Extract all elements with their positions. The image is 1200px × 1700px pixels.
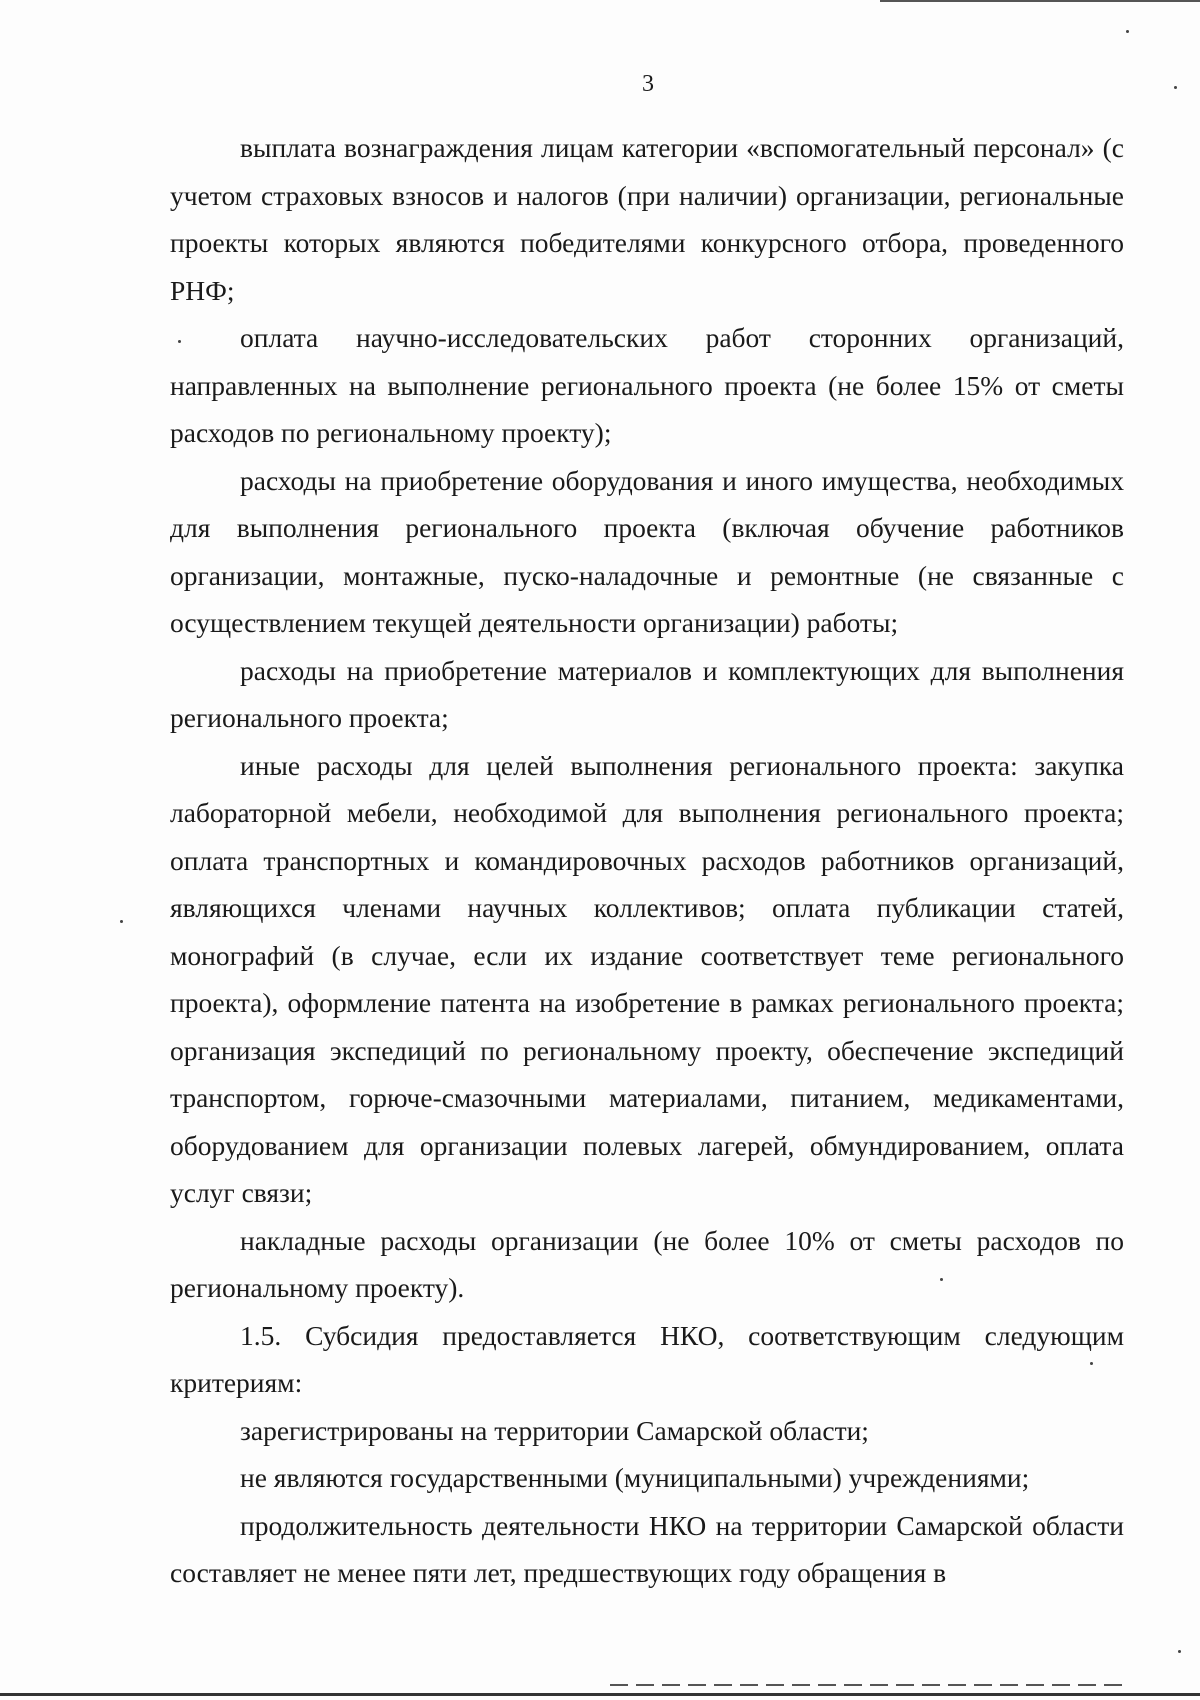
paragraph-criterion-duration: продолжительность деятельности НКО на территории Самарской области составляет не менее пяти лет, предшествующих году обращения в	[170, 1509, 1124, 1588]
page-number: 3	[642, 71, 654, 97]
paragraph-overhead-costs: накладные расходы организации (не более 10% от сметы расходов по региональному проекту).	[170, 1224, 1124, 1303]
scan-edge-top	[880, 0, 1200, 2]
scan-speck	[940, 1278, 943, 1281]
scan-speck	[1178, 1650, 1181, 1653]
scan-speck	[1126, 30, 1129, 33]
scan-speck	[1174, 86, 1177, 89]
paragraph-materials-costs: расходы на приобретение материалов и комплектующих для выполнения регионального проекта;	[170, 654, 1124, 733]
paragraph-equipment-costs: расходы на приобретение оборудования и иного имущества, необходимых для выполнения регионального проекта (включая обучение работников организации, монтажные, пуско-наладочные и ремонтные (не связанные с осуществлением текущей деятельности организации) работы;	[170, 464, 1124, 638]
scan-edge-bottom-dash	[610, 1684, 1130, 1686]
scan-speck	[1090, 1362, 1093, 1365]
document-body	[170, 124, 1124, 1597]
paragraph-other-costs: иные расходы для целей выполнения регионального проекта: закупка лабораторной мебели, необходимой для выполнения регионального проекта; оплата транспортных и командировочных расходов работников организаций, являющихся членами научных коллективов; оплата публикации статей, монографий (в случае, если их издание соответствует теме регионального проекта), оформление патента на изобретение в рамках регионального проекта; организация экспедиций по региональному проекту, обеспечение экспедиций транспортом, горюче-смазочными материалами, питанием, медикаментами, оборудованием для организации полевых лагерей, обмундированием, оплата услуг связи;	[170, 749, 1124, 1208]
paragraph-support-staff-pay: выплата вознаграждения лицам категории «вспомогательный персонал» (с учетом страховых взносов и налогов (при наличии) организации, региональные проекты которых являются победителями конкурсного отбора, проведенного РНФ;	[170, 132, 1124, 306]
scan-speck	[120, 920, 123, 923]
scan-speck	[178, 340, 181, 343]
scan-edge-bottom	[0, 1693, 1200, 1696]
paragraph-research-works: оплата научно-исследовательских работ сторонних организаций, направленных на выполнение регионального проекта (не более 15% от сметы расходов по региональному проекту);	[170, 322, 1124, 448]
paragraph-section-1-5: 1.5. Субсидия предоставляется НКО, соответствующим следующим критериям:	[170, 1319, 1124, 1398]
paragraph-criterion-not-state: не являются государственными (муниципальными) учреждениями;	[240, 1462, 1030, 1493]
paragraph-criterion-registered: зарегистрированы на территории Самарской области;	[240, 1414, 869, 1446]
